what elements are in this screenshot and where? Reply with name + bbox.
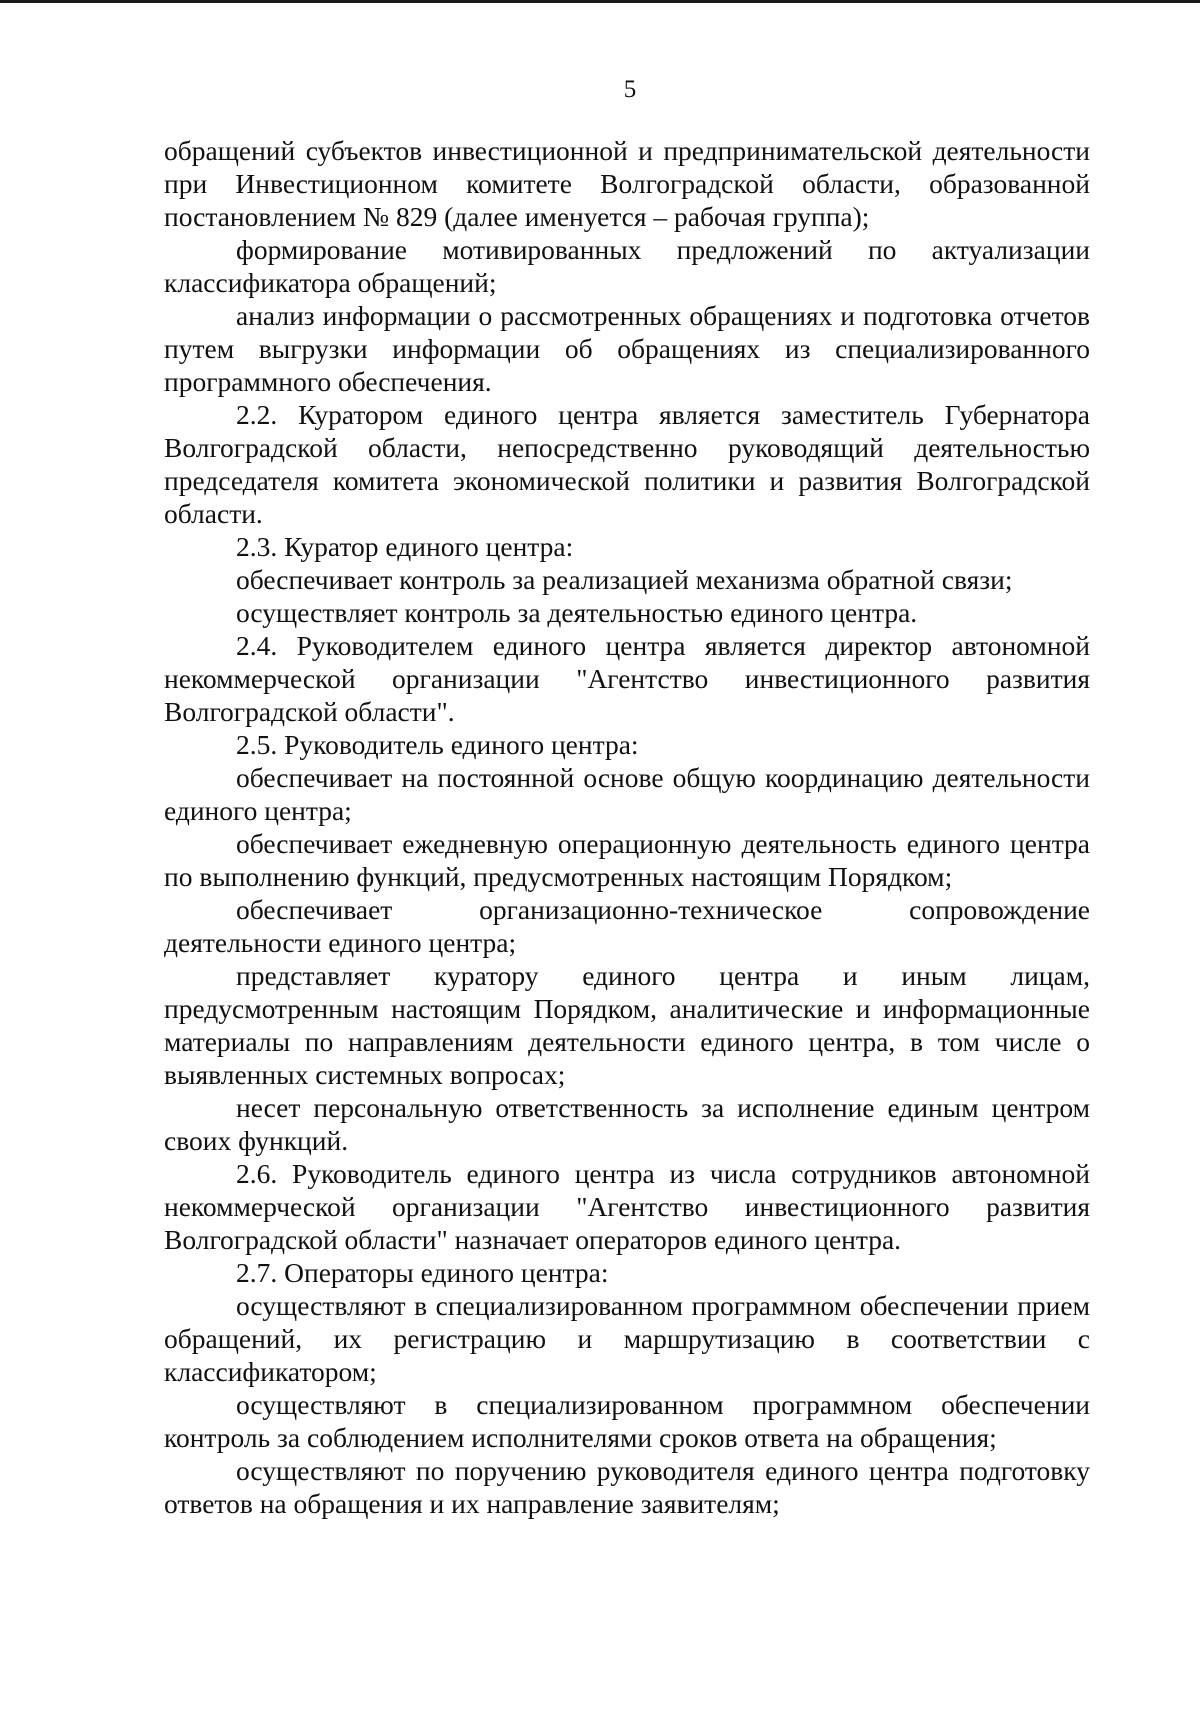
paragraph-clause-2-6: 2.6. Руководитель единого центра из числа сотрудников автономной некоммерческой организации "Агентство инвестиционного развития Волгоградской области" назначает операторов единого центра.: [164, 1158, 1090, 1255]
paragraph-clause-2-7: 2.7. Операторы единого центра:: [236, 1257, 609, 1288]
paragraph: анализ информации о рассмотренных обращениях и подготовка отчетов путем выгрузки информации об обращениях из специализированного программного обеспечения.: [164, 300, 1090, 397]
page-number: 5: [623, 76, 637, 103]
paragraph: осуществляют по поручению руководителя единого центра подготовку ответов на обращения и их направление заявителям;: [164, 1455, 1090, 1519]
paragraph: обеспечивает ежедневную операционную деятельность единого центра по выполнению функций, предусмотренных настоящим Порядком;: [164, 828, 1090, 892]
paragraph: обеспечивает организационно-техническое сопровождение деятельности единого центра;: [164, 894, 1090, 958]
paragraph-clause-2-5: 2.5. Руководитель единого центра:: [236, 729, 639, 760]
paragraph: обеспечивает на постоянной основе общую координацию деятельности единого центра;: [164, 762, 1090, 826]
paragraph: осуществляют в специализированном программном обеспечении прием обращений, их регистрацию и маршрутизацию в соответствии с классификатором;: [164, 1290, 1090, 1387]
paragraph: осуществляет контроль за деятельностью единого центра.: [236, 597, 918, 628]
paragraph: представляет куратору единого центра и иным лицам, предусмотренным настоящим Порядком, аналитические и информационные материалы по направлениям деятельности единого центра, в том числе о выявленных системных вопросах;: [164, 960, 1090, 1090]
document-body: [164, 134, 1090, 1520]
scan-top-edge: [0, 0, 1200, 3]
paragraph-continuation: обращений субъектов инвестиционной и предпринимательской деятельности при Инвестиционном комитете Волгоградской области, образованной постановлением № 829 (далее именуется – рабочая группа);: [164, 135, 1090, 232]
paragraph: несет персональную ответственность за исполнение единым центром своих функций.: [164, 1092, 1090, 1156]
paragraph-clause-2-2: 2.2. Куратором единого центра является заместитель Губернатора Волгоградской области, непосредственно руководящий деятельностью председателя комитета экономической политики и развития Волгоградской области.: [164, 399, 1090, 529]
paragraph: формирование мотивированных предложений по актуализации классификатора обращений;: [164, 234, 1090, 298]
paragraph: обеспечивает контроль за реализацией механизма обратной связи;: [236, 564, 1013, 595]
paragraph: осуществляют в специализированном программном обеспечении контроль за соблюдением исполнителями сроков ответа на обращения;: [164, 1389, 1090, 1453]
paragraph-clause-2-4: 2.4. Руководителем единого центра является директор автономной некоммерческой организации "Агентство инвестиционного развития Волгоградской области".: [164, 630, 1090, 727]
paragraph-clause-2-3: 2.3. Куратор единого центра:: [236, 531, 574, 562]
